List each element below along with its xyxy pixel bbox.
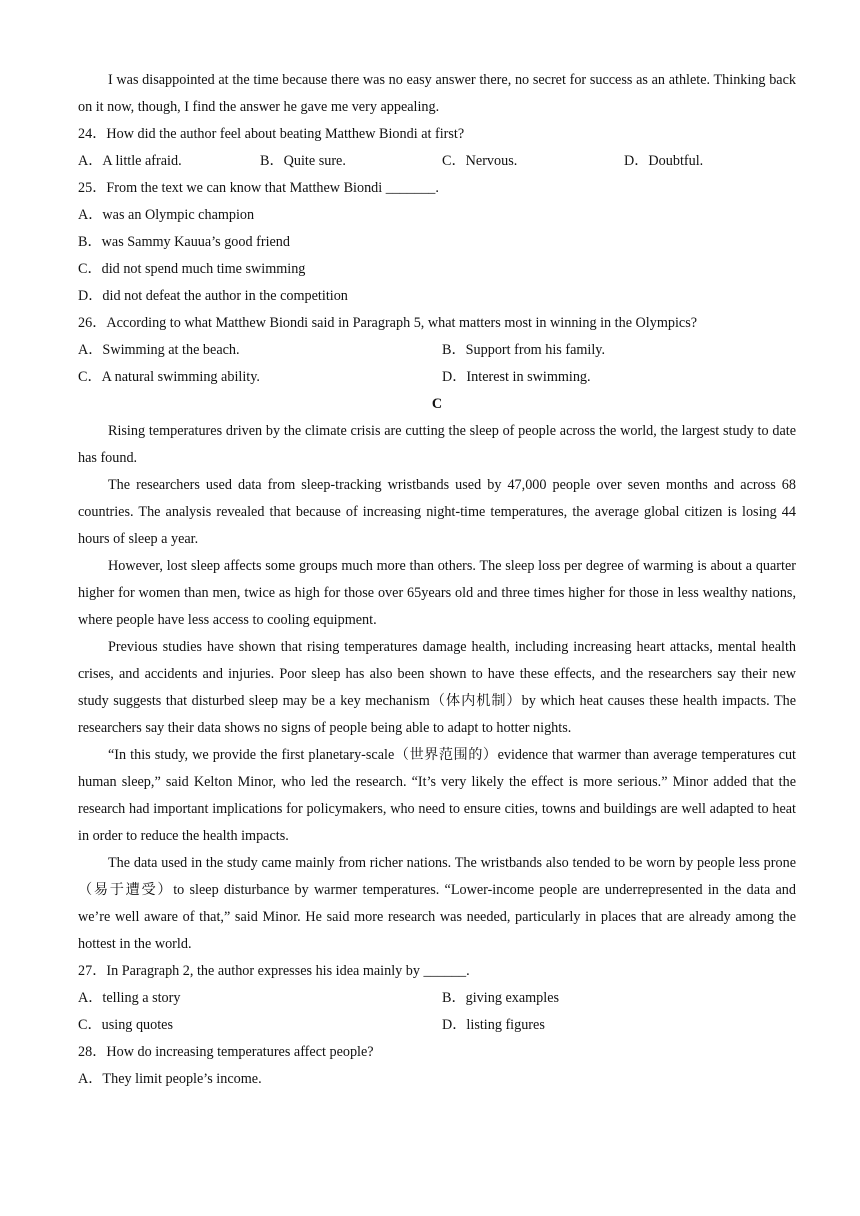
options-row (78, 337, 796, 364)
option-b: B．was Sammy Kauua’s good friend (78, 234, 290, 250)
passage-c-paragraph-1: Rising temperatures driven by the climate crisis are cutting the sleep of people across the world, the largest study to date has found. (78, 423, 796, 466)
options-row (78, 364, 796, 391)
passage-c-paragraph-4: Previous studies have shown that rising temperatures damage health, including increasing heart attacks, mental health crises, and accidents and injuries. Poor sleep has also been shown to have these effects, and the researchers say their new study suggests that disturbed sleep may be a key mechanism（体内机制）by which heat causes these health impacts. The researchers say their data shows no signs of people being able to adapt to hotter nights. (78, 639, 796, 736)
passage-c-paragraph-5: “In this study, we provide the first planetary-scale（世界范围的）evidence that warmer than average temperatures cut human sleep,” said Kelton Minor, who led the research. “It’s very likely the effect is more serious.” Minor added that the research had important implications for policymakers, who need to ensure cities, towns and buildings are well adapted to heat in order to reduce the health impacts. (78, 747, 796, 844)
option-c: C．did not spend much time swimming (78, 261, 306, 277)
question-26 (78, 310, 796, 391)
section-c-title: C (431, 396, 443, 412)
question-stem: 24．How did the author feel about beating Matthew Biondi at first? (78, 126, 465, 142)
option-c: C．A natural swimming ability. (78, 369, 260, 385)
options-row (78, 985, 796, 1012)
passage-c-paragraph-2: The researchers used data from sleep-tracking wristbands used by 47,000 people over seven months and across 68 countries. The analysis revealed that because of increasing night-time temperatures, the average global citizen is losing 44 hours of sleep a year. (78, 477, 796, 547)
passage-b-paragraph: I was disappointed at the time because there was no easy answer there, no secret for success as an athlete. Thinking back on it now, though, I find the answer he gave me very appealing. (78, 72, 796, 115)
exam-page (78, 67, 796, 1093)
options-row (78, 1012, 796, 1039)
option-d: D．Doubtful. (624, 153, 704, 169)
option-a: A．A little afraid. (78, 153, 182, 169)
option-a: A．They limit people’s income. (78, 1071, 262, 1087)
option-a: A．telling a story (78, 990, 181, 1006)
question-stem: 26．According to what Matthew Biondi said in Paragraph 5, what matters most in winning in the Olympics? (78, 315, 698, 331)
passage-c (78, 418, 796, 958)
question-27 (78, 958, 796, 1039)
question-25 (78, 175, 796, 310)
option-d: D．did not defeat the author in the competition (78, 288, 348, 304)
option-b: B．giving examples (442, 990, 560, 1006)
option-b: B．Quite sure. (260, 153, 346, 169)
passage-c-paragraph-6: The data used in the study came mainly from richer nations. The wristbands also tended to be worn by people less prone（易于遭受）to sleep disturbance by warmer temperatures. “Lower-income people are underrepresented in the data and we’re well aware of that,” said Minor. He said more research was needed, particularly in places that are already among the hottest in the world. (78, 855, 796, 952)
option-c: C．using quotes (78, 1017, 173, 1033)
option-c: C．Nervous. (442, 153, 518, 169)
option-a: A．was an Olympic champion (78, 207, 255, 223)
passage-c-paragraph-3: However, lost sleep affects some groups much more than others. The sleep loss per degree of warming is about a quarter higher for women than men, twice as high for those over 65years old and three times higher for those in less wealthy nations, where people have less access to cooling equipment. (78, 558, 796, 628)
options-row (78, 148, 796, 175)
question-stem: 28．How do increasing temperatures affect people? (78, 1044, 374, 1060)
option-d: D．listing figures (442, 1017, 545, 1033)
option-b: B．Support from his family. (442, 342, 606, 358)
option-d: D．Interest in swimming. (442, 369, 591, 385)
question-stem: 25．From the text we can know that Matthew Biondi _______. (78, 180, 439, 196)
question-28 (78, 1039, 796, 1093)
question-stem: 27．In Paragraph 2, the author expresses his idea mainly by ______. (78, 963, 470, 979)
question-24 (78, 121, 796, 175)
option-a: A．Swimming at the beach. (78, 342, 240, 358)
